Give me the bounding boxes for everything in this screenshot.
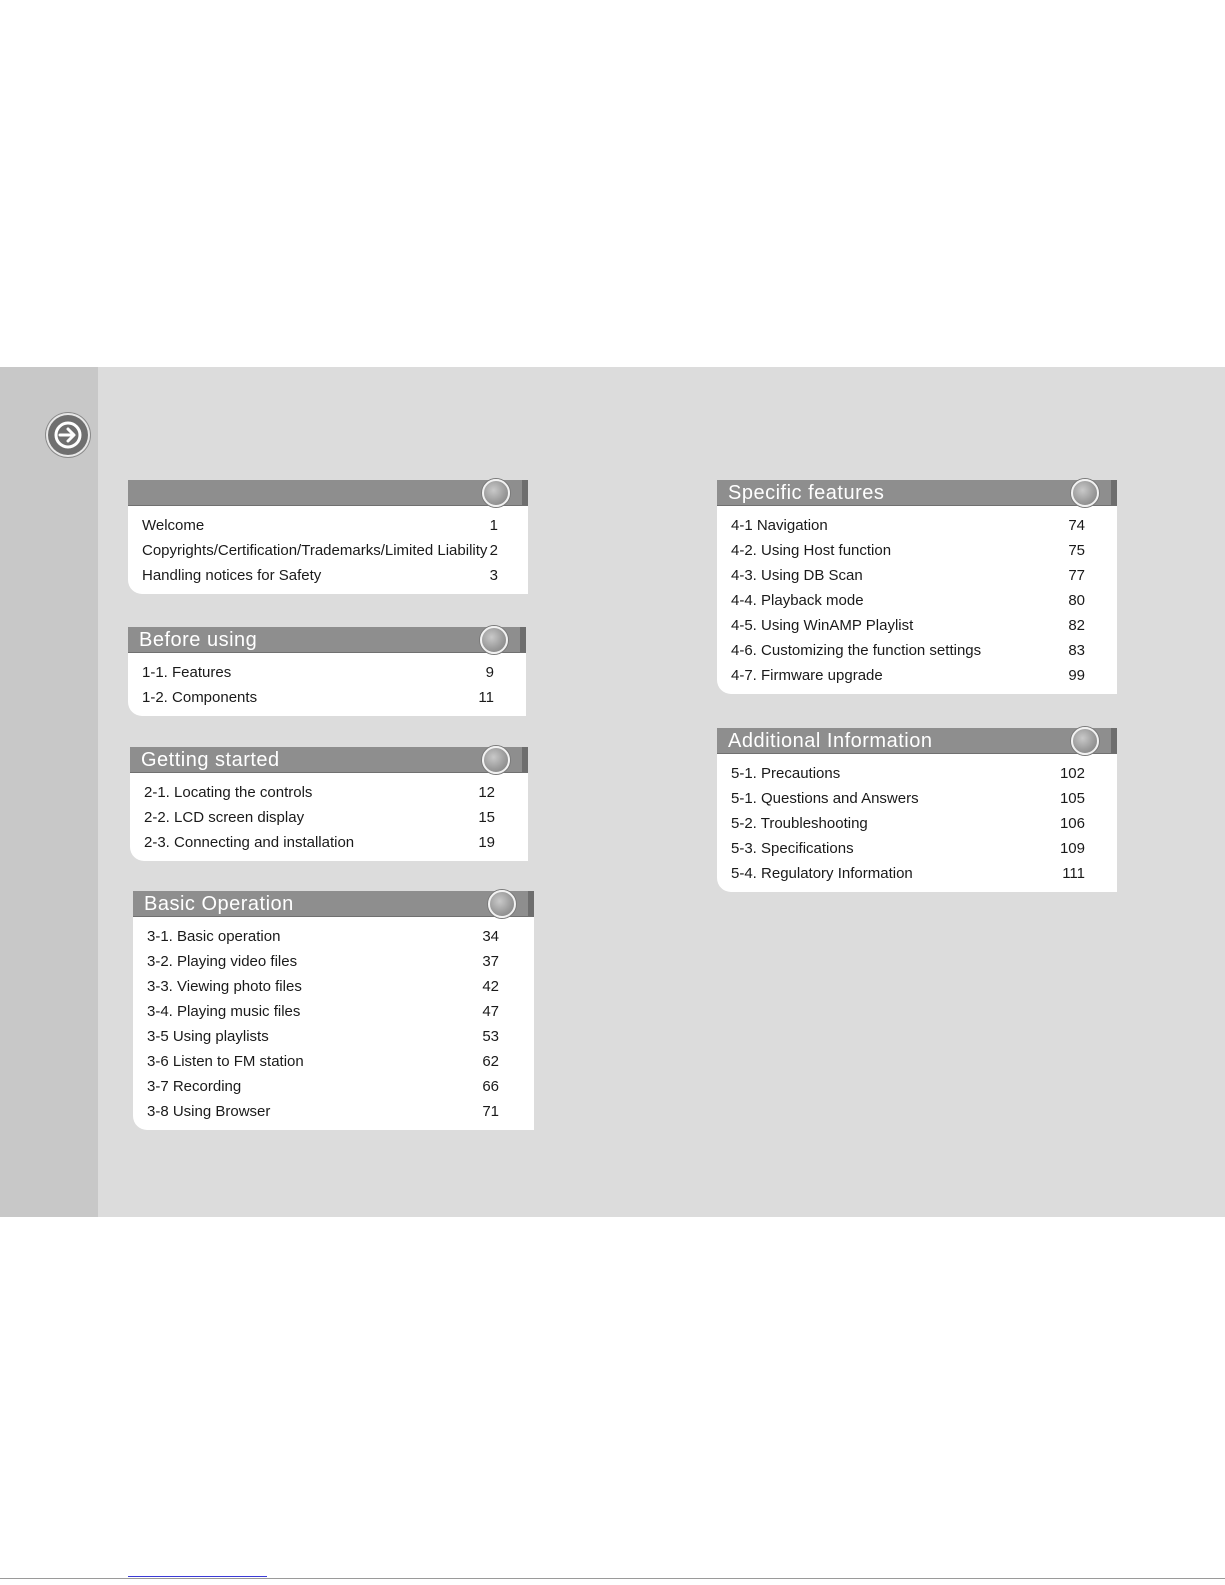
- section-title: Before using: [139, 629, 258, 651]
- toc-entry-label: 2-3. Connecting and installation: [144, 834, 355, 851]
- toc-section-additional-information: [717, 728, 1117, 892]
- toc-entry-page: 1: [489, 517, 498, 534]
- toc-section-specific-features: [717, 480, 1117, 694]
- toc-entry-label: 2-1. Locating the controls: [144, 784, 313, 801]
- toc-entry-page: 47: [482, 1003, 499, 1020]
- section-title: Specific features: [728, 482, 885, 504]
- toc-entry-label: 3-2. Playing video files: [147, 953, 298, 970]
- toc-entry-label: 4-2. Using Host function: [731, 542, 892, 559]
- circle-knob-icon: [482, 746, 510, 774]
- section-header: [717, 728, 1117, 754]
- toc-entry-label: 5-2. Troubleshooting: [731, 815, 868, 832]
- toc-entry[interactable]: [717, 663, 1117, 688]
- toc-entry[interactable]: [128, 563, 528, 588]
- footer-link-underline[interactable]: [128, 1576, 267, 1577]
- section-header: [130, 747, 528, 773]
- arrow-right-circle-icon[interactable]: [48, 415, 88, 455]
- toc-entry-label: 2-2. LCD screen display: [144, 809, 305, 826]
- toc-entry-page: 2: [489, 542, 498, 559]
- toc-entry-page: 82: [1068, 617, 1085, 634]
- toc-entry-page: 83: [1068, 642, 1085, 659]
- section-header: [128, 480, 528, 506]
- toc-entry-page: 66: [482, 1078, 499, 1095]
- toc-entry[interactable]: [133, 1049, 534, 1074]
- toc-entry-label: 3-8 Using Browser: [147, 1103, 271, 1120]
- toc-entry-label: 4-4. Playback mode: [731, 592, 864, 609]
- toc-entry-page: 106: [1059, 815, 1085, 832]
- side-strip: [0, 367, 98, 1217]
- toc-entry-label: 5-1. Questions and Answers: [731, 790, 919, 807]
- circle-knob-icon: [1071, 479, 1099, 507]
- toc-entry[interactable]: [717, 836, 1117, 861]
- toc-entry[interactable]: [717, 811, 1117, 836]
- toc-entry[interactable]: [130, 780, 528, 805]
- toc-section-getting-started: [130, 747, 528, 861]
- toc-entry-page: 37: [482, 953, 499, 970]
- toc-entry-label: 4-1 Navigation: [731, 517, 828, 534]
- toc-entry-page: 71: [482, 1103, 499, 1120]
- toc-entry[interactable]: [128, 513, 528, 538]
- toc-entry[interactable]: [130, 805, 528, 830]
- toc-entry[interactable]: [133, 1074, 534, 1099]
- toc-entry-label: 3-4. Playing music files: [147, 1003, 301, 1020]
- toc-entry[interactable]: [717, 861, 1117, 886]
- toc-entry-page: 99: [1068, 667, 1085, 684]
- toc-entry-label: 4-3. Using DB Scan: [731, 567, 863, 584]
- toc-entry-label: 5-3. Specifications: [731, 840, 854, 857]
- toc-entry-page: 111: [1062, 865, 1085, 882]
- toc-entry-page: 105: [1059, 790, 1085, 807]
- toc-entry[interactable]: [133, 1099, 534, 1124]
- toc-entry-label: 3-5 Using playlists: [147, 1028, 269, 1045]
- toc-entry[interactable]: [133, 1024, 534, 1049]
- toc-entry-page: 74: [1068, 517, 1085, 534]
- toc-entry-page: 3: [489, 567, 498, 584]
- toc-entry[interactable]: [717, 538, 1117, 563]
- toc-entry[interactable]: [130, 830, 528, 855]
- toc-section-before-using: [128, 627, 526, 716]
- toc-entry-page: 62: [482, 1053, 499, 1070]
- toc-section-intro: [128, 480, 528, 594]
- toc-entry-page: 12: [478, 784, 495, 801]
- section-header: [133, 891, 534, 917]
- section-title: Getting started: [141, 749, 280, 771]
- toc-entry-page: 19: [478, 834, 495, 851]
- toc-entry-page: 109: [1059, 840, 1085, 857]
- toc-entry[interactable]: [133, 974, 534, 999]
- section-header: [717, 480, 1117, 506]
- footer-rule: [0, 1578, 1225, 1579]
- toc-entry-label: 3-1. Basic operation: [147, 928, 281, 945]
- section-header: [128, 627, 526, 653]
- circle-knob-icon: [482, 479, 510, 507]
- toc-entry-page: 77: [1068, 567, 1085, 584]
- toc-entry-label: 5-1. Precautions: [731, 765, 841, 782]
- toc-entry-page: 102: [1059, 765, 1085, 782]
- toc-entry-label: Copyrights/Certification/Trademarks/Limited Liability: [142, 542, 488, 559]
- toc-entry[interactable]: [717, 786, 1117, 811]
- toc-entry-page: 53: [482, 1028, 499, 1045]
- toc-entry-page: 75: [1068, 542, 1085, 559]
- circle-knob-icon: [480, 626, 508, 654]
- toc-entry[interactable]: [128, 685, 526, 710]
- toc-entry-page: 11: [478, 689, 494, 706]
- toc-entry-page: 34: [482, 928, 499, 945]
- toc-entry-label: Handling notices for Safety: [142, 567, 322, 584]
- toc-entry-page: 15: [478, 809, 495, 826]
- toc-entry-label: Welcome: [142, 517, 205, 534]
- section-title: Basic Operation: [144, 893, 294, 915]
- toc-entry-label: 3-3. Viewing photo files: [147, 978, 302, 995]
- toc-entry[interactable]: [133, 999, 534, 1024]
- toc-entry-page: 80: [1068, 592, 1085, 609]
- toc-entry[interactable]: [717, 513, 1117, 538]
- circle-knob-icon: [488, 890, 516, 918]
- toc-entry-label: 3-6 Listen to FM station: [147, 1053, 304, 1070]
- toc-entry[interactable]: [717, 588, 1117, 613]
- toc-section-basic-operation: [133, 891, 534, 1130]
- toc-entry-label: 1-1. Features: [142, 664, 232, 681]
- toc-entry[interactable]: [717, 638, 1117, 663]
- toc-entry-page: 42: [482, 978, 499, 995]
- toc-entry[interactable]: [717, 761, 1117, 786]
- toc-entry-label: 5-4. Regulatory Information: [731, 865, 913, 882]
- toc-entry[interactable]: [133, 924, 534, 949]
- toc-entry-label: 4-7. Firmware upgrade: [731, 667, 883, 684]
- circle-knob-icon: [1071, 727, 1099, 755]
- toc-entry-label: 3-7 Recording: [147, 1078, 242, 1095]
- toc-entry-label: 1-2. Components: [142, 689, 258, 706]
- section-title: Additional Information: [728, 730, 933, 752]
- toc-entry[interactable]: [717, 563, 1117, 588]
- toc-entry[interactable]: [133, 949, 534, 974]
- toc-entry-label: 4-5. Using WinAMP Playlist: [731, 617, 914, 634]
- toc-entry[interactable]: [717, 613, 1117, 638]
- toc-entry[interactable]: [128, 538, 528, 563]
- toc-entry-page: 9: [485, 664, 494, 681]
- toc-entry-label: 4-6. Customizing the function settings: [731, 642, 982, 659]
- toc-entry[interactable]: [128, 660, 526, 685]
